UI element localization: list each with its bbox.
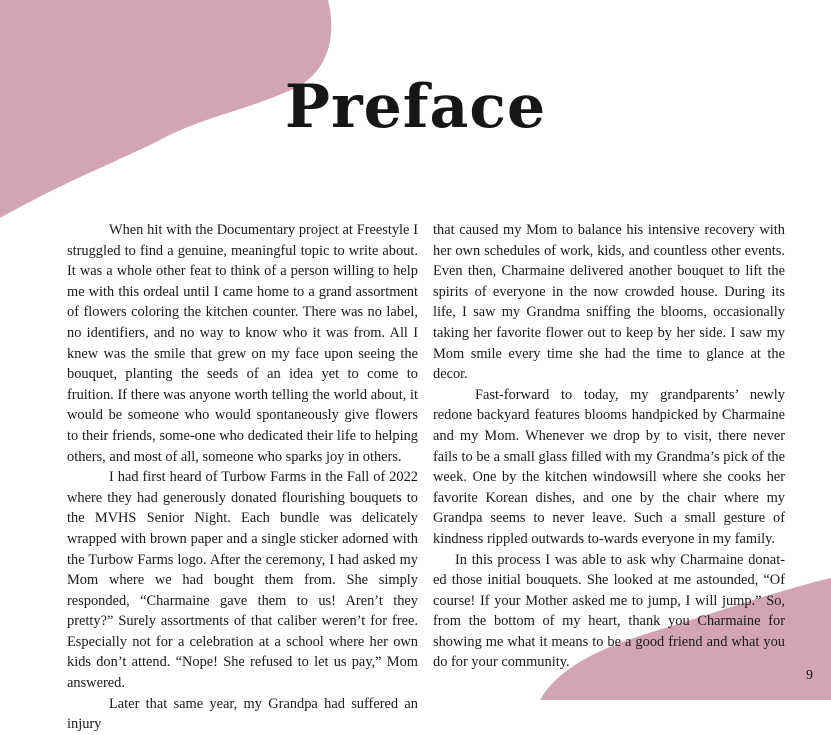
paragraph-turbow-farms: I had first heard of Turbow Farms in the Fall of 2022 where they had generously donated flourishing bouquets to the MVHS Senior Night. Each bundle was delicately wrapped with brown paper and a single sticker adorned with the Turbow Farms logo. After the ceremony, I had asked my Mom where we had bought them from. She simply responded, “Charmaine gave them to us! Aren’t they pretty?” Surely assortments of that caliber weren’t for free. Especially not for a celebration at a school where her own kids don’t attend. “Nope! She refused to let us pay,” Mom answered.	[67, 469, 418, 692]
paragraph-grandpa-start: Later that same year, my Grandpa had suffered an injury	[67, 695, 418, 733]
paragraph-intro: When hit with the Documentary project at Freestyle I struggled to find a genuine, meaningful topic to write about. It was a whole other feat to think of a person willing to help me with this ordeal until I came home to a grand assortment of flowers coloring the kitchen counter. There was no label, no identifiers, and no way to know who it was from. All I knew was the smile that grew on my face upon seeing the bouquet, planting the seeds of an idea yet to come to fruition. If there was anyone worth telling the world about, it would be someone who would spontaneously give flowers to their friends, some-one who dedicated their life to helping others, and most of all, someone who sparks joy in others.	[67, 222, 418, 465]
left-text-column	[67, 220, 418, 735]
page-number: 9	[806, 668, 813, 683]
paragraph-fast-forward: Fast-forward to today, my grandparents’ newly redone backyard features blooms handpicked by Charmaine and my Mom. Whenever we drop by to visit, there never fails to be a small glass filled with my Grandma’s pick of the week. One by the kitchen windowsill where she cooks her favorite Korean dishes, and one by the chair where my Grandpa seems to never leave. Such a small gesture of kindness rippled outwards to-wards everyone in my family.	[433, 386, 785, 547]
page-title: Preface	[284, 72, 547, 142]
paragraph-thank-you: In this process I was able to ask why Charmaine donat-ed those initial bouquets. She looked at me astounded, “Of course! If your Mother asked me to jump, I will jump.” So, from the bottom of my heart, thank you Charmaine for showing me what it means to be a good friend and what you do for your community.	[433, 551, 785, 671]
right-text-column	[433, 220, 785, 673]
paragraph-grandpa-continued: that caused my Mom to balance his intensive recovery with her own schedules of work, kids, and countless other events. Even then, Charmaine delivered another bouquet to lift the spirits of everyone in the now crowded house. During its life, I saw my Grandma sniffing the blooms, occasionally taking her favorite flower out to keep by her side. I saw my Mom smile every time she had the time to glance at the decor.	[433, 222, 785, 383]
